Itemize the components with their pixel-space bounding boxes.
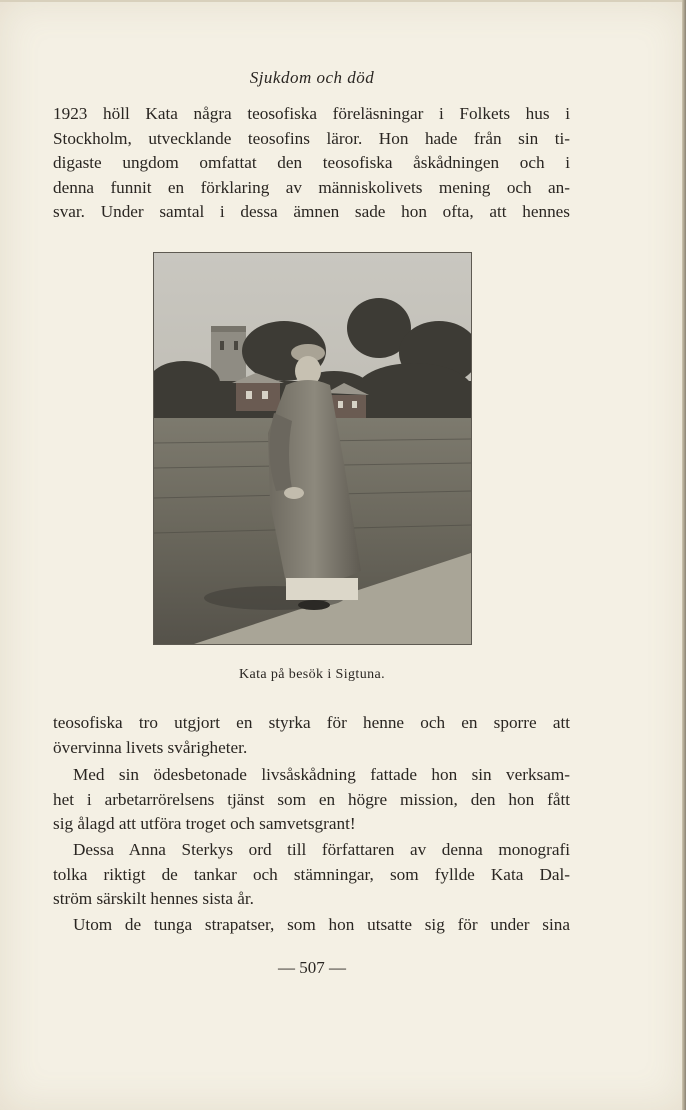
text-line: Stockholm, utvecklande teosofins läror. Hon hade från sin ti-: [53, 128, 570, 148]
hand: [284, 487, 304, 499]
tower-window: [234, 341, 238, 350]
tower-window: [220, 341, 224, 350]
text-line: Dessa Anna Sterkys ord till författaren av denna monografi: [73, 840, 570, 859]
shoes: [298, 600, 330, 610]
text-line: övervinna livets svårigheter.: [53, 737, 248, 757]
text-line: digaste ungdom omfattat den teosofiska åskådningen och i: [53, 153, 570, 173]
text-line: Med sin ödesbetonade livsåskådning fattade hon sin verksam-: [73, 765, 570, 784]
paragraph-4: [53, 838, 570, 912]
paragraph-5: [53, 913, 570, 938]
text-line: tolka riktigt de tankar och stämningar, som fyllde Kata Dal-: [53, 864, 570, 884]
text-line: 1923 höll Kata några teosofiska föreläsningar i Folkets hus i: [53, 104, 570, 123]
photo-caption: Kata på besök i Sigtuna.: [238, 667, 386, 682]
text-line: het i arbetarrörelsens tjänst som en högre mission, den hon fått: [53, 789, 570, 809]
text-line: denna funnit en förklaring av människolivets mening och an-: [53, 177, 570, 197]
text-line: svar. Under samtal i dessa ämnen sade hon ofta, att hennes: [53, 202, 570, 222]
paragraph-2: [53, 711, 570, 760]
photo-illustration: [154, 253, 471, 644]
page-number: — 507 —: [278, 958, 346, 977]
page-right-edge: [682, 0, 686, 1110]
running-head: Sjukdom och död: [249, 68, 375, 87]
skirt: [286, 578, 358, 600]
tower-top: [211, 326, 246, 332]
text-line: sig ålagd att utföra troget och samvetsgrant!: [53, 814, 356, 834]
photograph-kata-in-sigtuna: [153, 252, 472, 645]
paragraph-1: [53, 102, 570, 225]
text-line: teosofiska tro utgjort en styrka för henne och en sporre att: [53, 713, 570, 732]
text-line: ström särskilt hennes sista år.: [53, 889, 254, 909]
text-line: Utom de tunga strapatser, som hon utsatte sig för under sina: [73, 915, 570, 934]
page-top-edge: [0, 0, 686, 2]
paragraph-3: [53, 763, 570, 837]
